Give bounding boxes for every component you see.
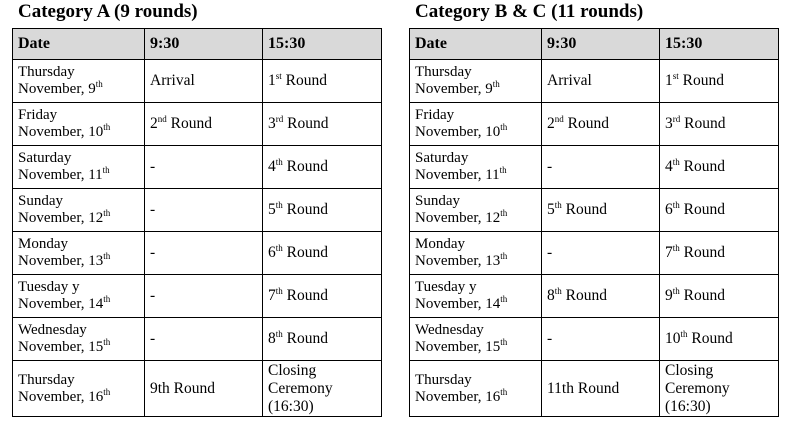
column-header-morning: 9:30: [542, 29, 660, 60]
month-line: [18, 296, 144, 313]
cell-text: 9: [665, 287, 673, 304]
ordinal-suffix: th: [500, 386, 508, 397]
cell-text: -: [547, 244, 553, 261]
table-row: [410, 361, 779, 417]
cell-text-suffix: Round: [679, 244, 725, 261]
category-bc-title: Category B & C (11 rounds): [415, 1, 644, 22]
cell-text-suffix: Round: [563, 115, 609, 132]
cell-text: Arrival: [547, 72, 592, 89]
date-cell: [410, 232, 542, 275]
day-number: 11: [88, 167, 103, 183]
table-row: [410, 232, 779, 275]
ordinal-suffix: th: [103, 122, 111, 132]
morning-session-cell: [542, 318, 660, 361]
header-row: [410, 29, 779, 60]
afternoon-session-cell: [263, 318, 382, 361]
date-cell: [410, 275, 542, 318]
afternoon-session-cell: [660, 189, 779, 232]
month-line: [415, 296, 541, 313]
cell-text: -: [150, 330, 156, 347]
month-line: [415, 339, 541, 356]
day-number: 16: [485, 388, 501, 405]
cell-text: 2: [150, 115, 158, 132]
cell-text-suffix: Round: [282, 330, 328, 347]
afternoon-session-cell: [660, 232, 779, 275]
month: November,: [415, 167, 482, 183]
morning-session-cell: [145, 60, 263, 103]
day-number: 12: [88, 210, 104, 226]
ordinal-suffix: rd: [672, 114, 681, 124]
month-line: [18, 210, 144, 227]
date-cell: [13, 275, 145, 318]
table-row: [410, 275, 779, 318]
month: November,: [415, 388, 482, 405]
day-number: 9: [485, 81, 493, 97]
day-number: 13: [88, 253, 104, 269]
day-number: 9: [88, 81, 96, 97]
cell-text-suffix: Round: [282, 244, 328, 261]
weekday: Friday: [415, 107, 455, 123]
cell-line: Ceremony: [665, 379, 730, 397]
cell-line: (16:30): [268, 397, 314, 415]
morning-session-cell: [145, 232, 263, 275]
date-cell: [13, 318, 145, 361]
cell-text-suffix: Round: [678, 72, 724, 89]
ordinal-suffix: th: [672, 157, 680, 167]
date-cell: [13, 189, 145, 232]
date-cell: [410, 103, 542, 146]
date-cell: [410, 318, 542, 361]
day-number: 12: [485, 210, 501, 226]
day-number: 15: [485, 339, 501, 355]
month: November,: [18, 81, 85, 97]
month: November,: [415, 296, 482, 312]
month-line: [18, 167, 144, 184]
ordinal-suffix: th: [500, 208, 508, 218]
afternoon-session-cell: [263, 232, 382, 275]
ordinal-suffix: th: [554, 200, 562, 210]
ordinal-suffix: th: [103, 251, 111, 261]
weekday: Wednesday: [415, 322, 484, 338]
date-cell: [410, 189, 542, 232]
month-line: [415, 124, 541, 141]
cell-text: 5: [547, 201, 555, 218]
ordinal-suffix: st: [672, 71, 679, 81]
ordinal-suffix: th: [103, 208, 111, 218]
table-row: [13, 103, 382, 146]
weekday: Tuesday y: [415, 279, 477, 295]
day-number: 10: [88, 124, 104, 140]
cell-text: 2: [547, 115, 555, 132]
date-cell: [410, 146, 542, 189]
ordinal-suffix: th: [672, 243, 680, 253]
category-a-title: Category A (9 rounds): [18, 1, 198, 22]
afternoon-session-cell: [263, 60, 382, 103]
cell-text: 7: [665, 244, 673, 261]
cell-text: 4: [665, 158, 673, 175]
morning-session-cell: [542, 189, 660, 232]
month-line: [18, 339, 144, 356]
ordinal-suffix: th: [275, 157, 283, 167]
month: November,: [415, 81, 482, 97]
afternoon-session-cell: [660, 318, 779, 361]
cell-text-suffix: Round: [282, 158, 328, 175]
ordinal-suffix: th: [275, 200, 283, 210]
cell-text-suffix: Round: [679, 201, 725, 218]
table-row: [410, 189, 779, 232]
afternoon-session-cell: [263, 361, 382, 417]
ordinal-suffix: th: [500, 251, 508, 261]
month: November,: [18, 388, 85, 405]
cell-text: -: [150, 201, 156, 218]
ordinal-suffix: th: [499, 165, 507, 175]
morning-session-cell: [542, 103, 660, 146]
cell-text: -: [150, 244, 156, 261]
ordinal-suffix: th: [95, 79, 103, 89]
ordinal-suffix: th: [275, 286, 283, 296]
header-row: [13, 29, 382, 60]
ordinal-suffix: nd: [157, 114, 167, 124]
table-row: [13, 146, 382, 189]
ordinal-suffix: th: [103, 386, 111, 397]
cell-text-suffix: Round: [561, 287, 607, 304]
cell-text: 7: [268, 287, 276, 304]
cell-text: -: [150, 158, 156, 175]
table-row: [13, 318, 382, 361]
ordinal-suffix: th: [102, 165, 110, 175]
cell-text-suffix: Round: [679, 158, 725, 175]
table-row: [410, 103, 779, 146]
month: November,: [415, 339, 482, 355]
cell-text: -: [150, 287, 156, 304]
table-row: [410, 60, 779, 103]
weekday: Wednesday: [18, 322, 87, 338]
category-a-schedule-table: [12, 28, 382, 417]
cell-text: 3: [268, 115, 276, 132]
month-line: [415, 386, 541, 406]
cell-text-suffix: Round: [281, 72, 327, 89]
ordinal-suffix: th: [275, 329, 283, 339]
month: November,: [18, 124, 85, 140]
table-row: [13, 189, 382, 232]
morning-session-cell: [145, 318, 263, 361]
morning-session-cell: [542, 232, 660, 275]
morning-session-cell: [542, 60, 660, 103]
date-cell: [13, 232, 145, 275]
cell-text-suffix: Round: [282, 201, 328, 218]
afternoon-session-cell: [660, 103, 779, 146]
morning-session-cell: [145, 146, 263, 189]
column-header-date: Date: [410, 29, 542, 60]
month: November,: [415, 210, 482, 226]
ordinal-suffix: th: [500, 122, 508, 132]
month-line: [415, 81, 541, 98]
month: November,: [18, 296, 85, 312]
cell-text: 4: [268, 158, 276, 175]
month-line: [415, 210, 541, 227]
month-line: [18, 253, 144, 270]
ordinal-suffix: th: [275, 243, 283, 253]
cell-text-suffix: Round: [282, 287, 328, 304]
weekday: Monday: [18, 236, 68, 252]
category-bc-schedule-table: [409, 28, 779, 417]
cell-text: 8: [547, 287, 555, 304]
cell-text: -: [547, 158, 553, 175]
weekday: Thursday: [18, 371, 75, 388]
day-number: 15: [88, 339, 104, 355]
cell-text-suffix: Round: [680, 115, 726, 132]
month-line: [18, 81, 144, 98]
cell-text: 8: [268, 330, 276, 347]
cell-text-suffix: Round: [166, 115, 212, 132]
cell-text: 6: [665, 201, 673, 218]
cell-text: -: [547, 330, 553, 347]
afternoon-session-cell: [660, 275, 779, 318]
day-number: 16: [88, 388, 104, 405]
cell-text: 1: [268, 72, 276, 89]
weekday: Thursday: [18, 64, 75, 80]
cell-text: 6: [268, 244, 276, 261]
day-number: 11: [485, 167, 500, 183]
date-cell: [13, 361, 145, 417]
date-cell: [410, 361, 542, 417]
cell-text: 10: [665, 330, 681, 347]
morning-session-cell: [542, 146, 660, 189]
ordinal-suffix: th: [492, 79, 500, 89]
cell-line: Closing: [665, 361, 714, 379]
afternoon-session-cell: [263, 146, 382, 189]
ordinal-suffix: th: [672, 200, 680, 210]
day-number: 14: [88, 296, 104, 312]
day-number: 14: [485, 296, 501, 312]
cell-text-suffix: Round: [561, 201, 607, 218]
table-row: [13, 361, 382, 417]
month: November,: [18, 339, 85, 355]
column-header-afternoon: 15:30: [660, 29, 779, 60]
afternoon-session-cell: [263, 189, 382, 232]
column-header-morning: 9:30: [145, 29, 263, 60]
cell-text: 9th Round: [150, 379, 216, 397]
ordinal-suffix: rd: [275, 114, 284, 124]
weekday: Sunday: [415, 193, 460, 209]
cell-line: Ceremony: [268, 379, 333, 397]
morning-session-cell: [145, 103, 263, 146]
table-row: [13, 232, 382, 275]
column-header-date: Date: [13, 29, 145, 60]
ordinal-suffix: th: [103, 294, 111, 304]
cell-text: Arrival: [150, 72, 195, 89]
table-row: [13, 275, 382, 318]
cell-line: (16:30): [665, 397, 711, 415]
table-row: [410, 146, 779, 189]
ordinal-suffix: th: [672, 286, 680, 296]
ordinal-suffix: th: [680, 329, 688, 339]
ordinal-suffix: th: [554, 286, 562, 296]
cell-text-suffix: Round: [679, 287, 725, 304]
weekday: Monday: [415, 236, 465, 252]
afternoon-session-cell: [263, 275, 382, 318]
month-line: [18, 124, 144, 141]
cell-text: 3: [665, 115, 673, 132]
cell-text: 1: [665, 72, 673, 89]
weekday: Thursday: [415, 64, 472, 80]
date-cell: [13, 103, 145, 146]
afternoon-session-cell: [660, 361, 779, 417]
weekday: Thursday: [415, 371, 472, 388]
date-cell: [410, 60, 542, 103]
cell-text: 5: [268, 201, 276, 218]
weekday: Sunday: [18, 193, 63, 209]
weekday: Saturday: [18, 150, 72, 166]
cell-line: Closing: [268, 361, 317, 379]
afternoon-session-cell: [660, 60, 779, 103]
morning-session-cell: [542, 361, 660, 417]
month-line: [415, 167, 541, 184]
morning-session-cell: [145, 189, 263, 232]
month: November,: [415, 124, 482, 140]
ordinal-suffix: nd: [554, 114, 564, 124]
cell-text: 11th Round: [547, 379, 620, 397]
table-row: [13, 60, 382, 103]
weekday: Saturday: [415, 150, 469, 166]
day-number: 13: [485, 253, 501, 269]
month: November,: [18, 167, 85, 183]
ordinal-suffix: th: [500, 294, 508, 304]
column-header-afternoon: 15:30: [263, 29, 382, 60]
date-cell: [13, 60, 145, 103]
month: November,: [18, 253, 85, 269]
weekday: Tuesday y: [18, 279, 80, 295]
ordinal-suffix: th: [500, 337, 508, 347]
month-line: [18, 386, 144, 406]
ordinal-suffix: st: [275, 71, 282, 81]
weekday: Friday: [18, 107, 58, 123]
month: November,: [415, 253, 482, 269]
morning-session-cell: [145, 361, 263, 417]
cell-text-suffix: Round: [283, 115, 329, 132]
morning-session-cell: [145, 275, 263, 318]
ordinal-suffix: th: [103, 337, 111, 347]
date-cell: [13, 146, 145, 189]
month-line: [415, 253, 541, 270]
table-row: [410, 318, 779, 361]
afternoon-session-cell: [263, 103, 382, 146]
morning-session-cell: [542, 275, 660, 318]
cell-text-suffix: Round: [687, 330, 733, 347]
day-number: 10: [485, 124, 501, 140]
month: November,: [18, 210, 85, 226]
afternoon-session-cell: [660, 146, 779, 189]
